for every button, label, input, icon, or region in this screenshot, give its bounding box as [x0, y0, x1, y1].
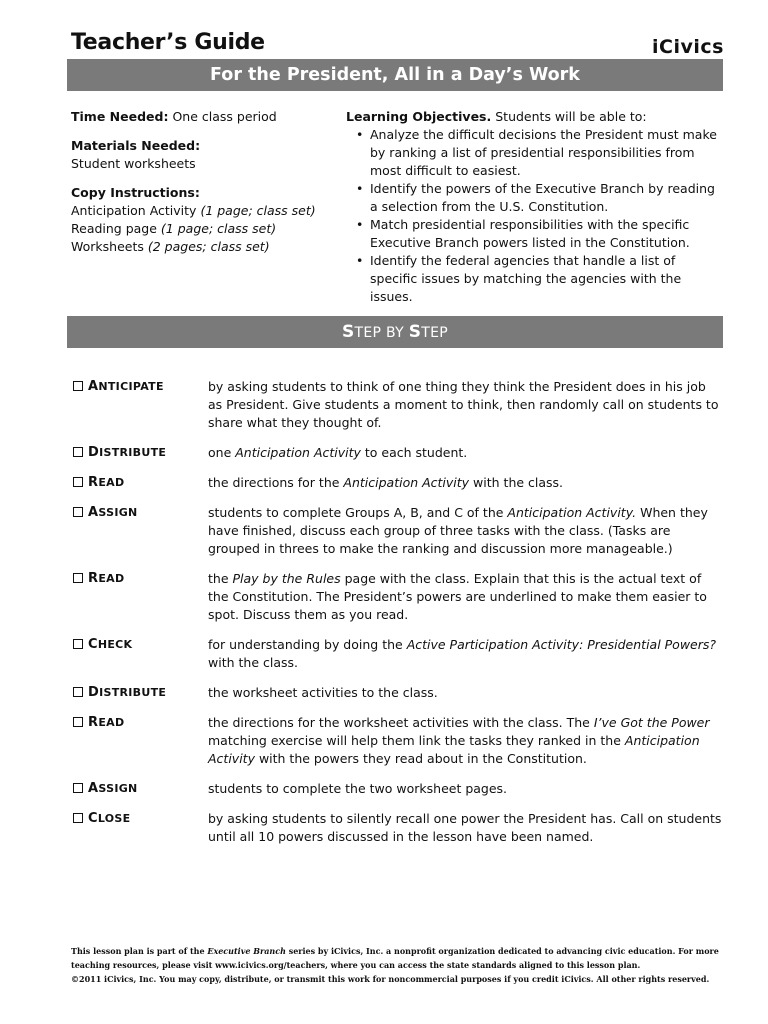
checkbox-icon[interactable] — [73, 381, 83, 391]
step-description: the worksheet activities to the class. — [208, 685, 438, 700]
steps-list — [73, 378, 723, 858]
objective-item: • Match presidential responsibilities with the specific Executive Branch powers listed in the Constitution. — [346, 216, 726, 252]
step-row — [73, 570, 723, 624]
learning-objectives — [346, 108, 726, 306]
objective-item: • Identify the powers of the Executive Branch by reading a selection from the U.S. Constitution. — [346, 180, 726, 216]
step-row — [73, 504, 723, 558]
copy-label: Copy Instructions: — [71, 185, 200, 200]
materials-value: Student worksheets — [71, 156, 196, 171]
step-verb: DISTRIBUTE — [73, 684, 208, 702]
copy-item: Reading page (1 page; class set) — [71, 221, 277, 236]
step-by-step-banner: STEP BY STEP — [67, 316, 723, 348]
step-description: for understanding by doing the Active Participation Activity: Presidential Powers? with the class. — [208, 637, 717, 670]
time-value: One class period — [172, 109, 277, 124]
step-verb: CHECK — [73, 636, 208, 672]
checkbox-icon[interactable] — [73, 477, 83, 487]
icivics-logo: iCivics — [652, 36, 724, 58]
step-verb: READ — [73, 474, 208, 492]
step-verb: READ — [73, 714, 208, 768]
materials-label: Materials Needed: — [71, 138, 201, 153]
checkbox-icon[interactable] — [73, 783, 83, 793]
footer-series-note: This lesson plan is part of the Executive Branch series by iCivics, Inc. a nonprofit organization dedicated to advancing civic education. For more teaching resources, please visit www.icivics.org/teachers, where you can access the state standards aligned to this lesson plan. — [71, 946, 719, 970]
step-row — [73, 780, 723, 798]
step-description: the Play by the Rules page with the class. Explain that this is the actual text of the Constitution. The President’s powers are underlined to make them easier to spot. Discuss them as you read. — [208, 571, 707, 622]
step-verb: DISTRIBUTE — [73, 444, 208, 462]
step-description: one Anticipation Activity to each student. — [208, 445, 468, 460]
step-description: the directions for the worksheet activities with the class. The I’ve Got the Power matching exercise will help them link the tasks they ranked in the Anticipation Activity with the powers they read about in the Constitution. — [208, 715, 710, 766]
copy-item: Anticipation Activity (1 page; class set) — [71, 203, 316, 218]
lesson-info — [71, 108, 333, 267]
objectives-intro: Students will be able to: — [495, 109, 647, 124]
step-description: by asking students to silently recall one power the President has. Call on students until all 10 powers discussed in the lesson have been named. — [208, 811, 722, 844]
step-row — [73, 474, 723, 492]
step-description: the directions for the Anticipation Activity with the class. — [208, 475, 564, 490]
step-verb: CLOSE — [73, 810, 208, 846]
step-description: by asking students to think of one thing they think the President does in his job as President. Give students a moment to think, then randomly call on students to share what they thought of. — [208, 379, 719, 430]
objective-item: • Analyze the difficult decisions the President must make by ranking a list of presidential responsibilities from most difficult to easiest. — [346, 126, 726, 180]
lesson-title-banner: For the President, All in a Day’s Work — [67, 59, 723, 91]
checkbox-icon[interactable] — [73, 639, 83, 649]
checkbox-icon[interactable] — [73, 573, 83, 583]
checkbox-icon[interactable] — [73, 687, 83, 697]
step-verb: READ — [73, 570, 208, 624]
copy-item: Worksheets (2 pages; class set) — [71, 239, 270, 254]
objectives-list — [346, 126, 726, 306]
step-row — [73, 684, 723, 702]
step-row — [73, 714, 723, 768]
step-row — [73, 444, 723, 462]
step-row — [73, 636, 723, 672]
checkbox-icon[interactable] — [73, 507, 83, 517]
checkbox-icon[interactable] — [73, 813, 83, 823]
checkbox-icon[interactable] — [73, 717, 83, 727]
step-description: students to complete the two worksheet pages. — [208, 781, 508, 796]
step-description: students to complete Groups A, B, and C of the Anticipation Activity. When they have finished, discuss each group of three tasks with the class. (Tasks are grouped in threes to make the ranking and discussion more manageable.) — [208, 505, 708, 556]
step-row — [73, 810, 723, 846]
step-verb: ANTICIPATE — [73, 378, 208, 432]
step-row — [73, 378, 723, 432]
guide-title: Teacher’s Guide — [71, 30, 265, 55]
objective-item: • Identify the federal agencies that handle a list of specific issues by matching the agencies with the issues. — [346, 252, 726, 306]
checkbox-icon[interactable] — [73, 447, 83, 457]
footer-copyright: ©2011 iCivics, Inc. You may copy, distribute, or transmit this work for noncommercial purposes if you credit iCivics. All other rights reserved. — [71, 974, 710, 984]
objectives-label: Learning Objectives. — [346, 109, 492, 124]
step-verb: ASSIGN — [73, 780, 208, 798]
footer — [71, 944, 727, 986]
step-verb: ASSIGN — [73, 504, 208, 558]
time-label: Time Needed: — [71, 109, 169, 124]
